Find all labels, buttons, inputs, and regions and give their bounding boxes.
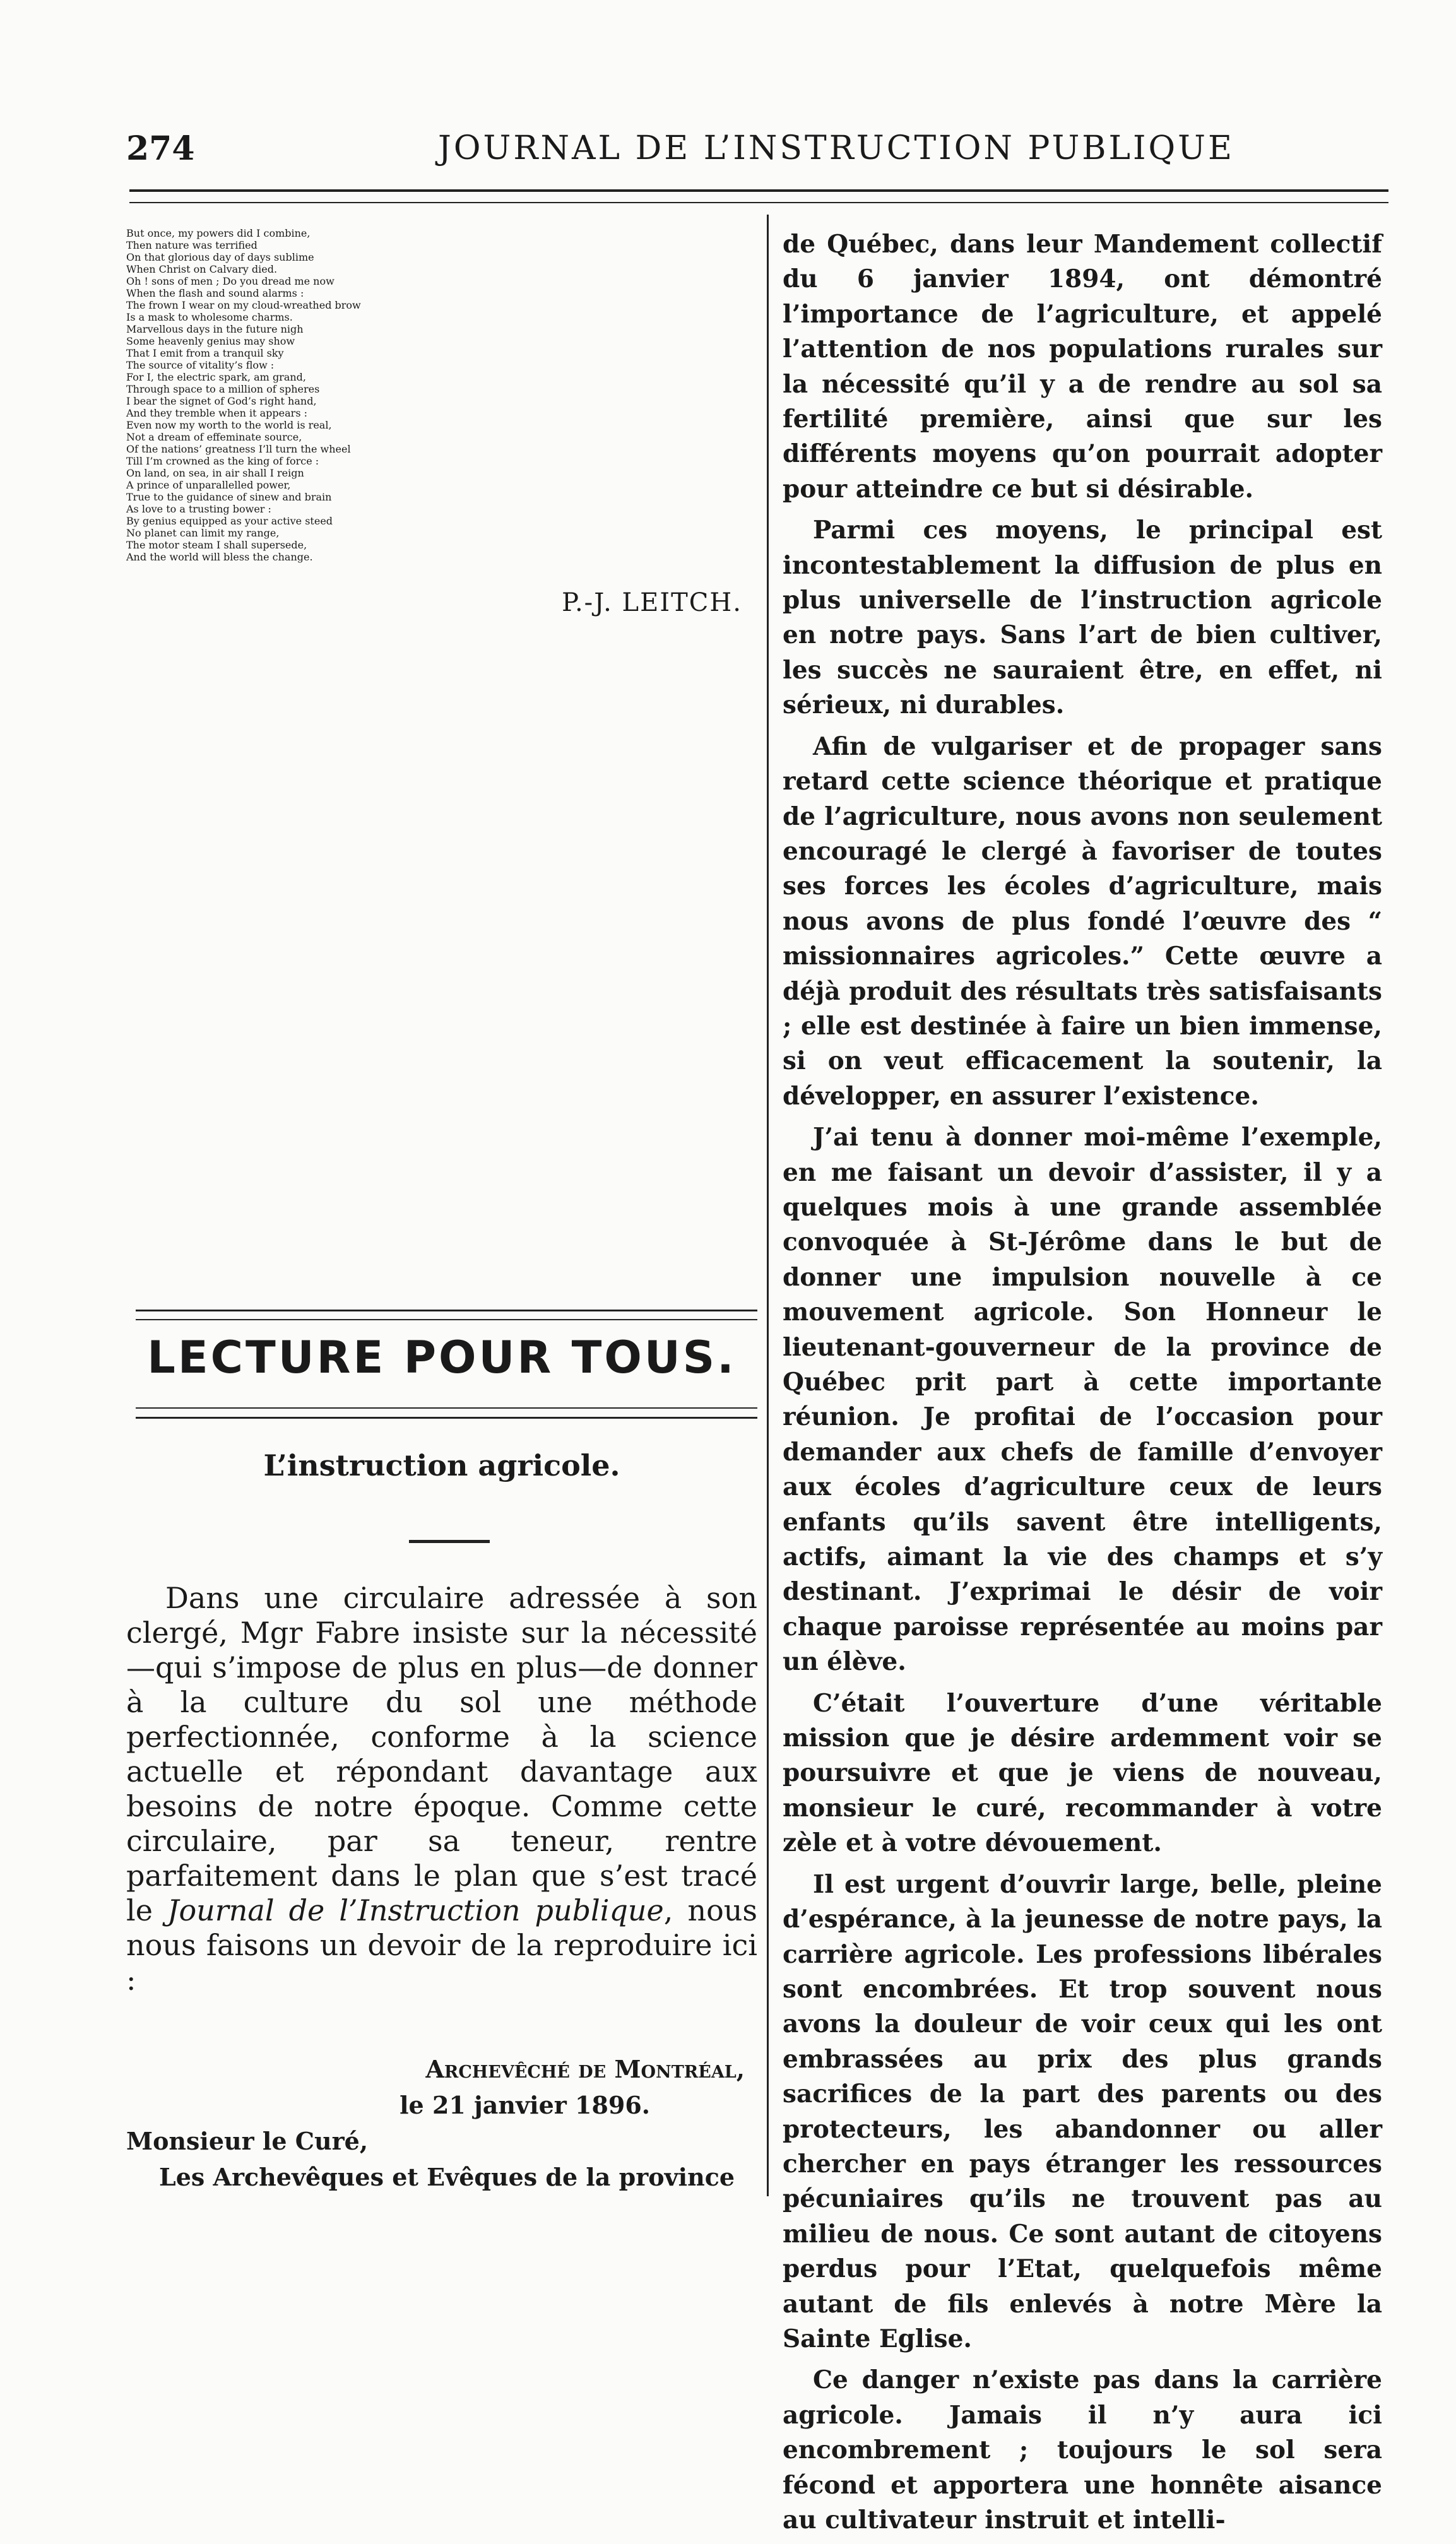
poem-line: Till I’m crowned as the king of force : [126,455,319,467]
poem-line: I bear the signet of God’s right hand, [126,395,317,407]
letter-paragraph: de Québec, dans leur Mandement collectif du 6 janvier 1894, ont démontré l’importance de l’agriculture, et appelé l’attention de nos populations rurales sur la nécessité qu’il y a de rendre au sol sa fertilité première, ainsi que sur les différents moyens qu’on pourrait adopter pour atteindre ce but si désirable. [783,230,1382,504]
poem-line: Not a dream of effeminate source, [126,431,302,443]
poem-line: When the flash and sound alarms : [126,287,304,299]
poem-line: That I emit from a tranquil sky [126,347,284,359]
section-rule-top-2 [136,1319,757,1320]
letter-first-line: Les Archevêques et Evêques de la province [159,2163,735,2191]
poem-signature: P.-J. LEITCH. [562,588,742,617]
poem-line: And they tremble when it appears : [126,407,308,419]
poem-line: Even now my worth to the world is real, [126,419,332,431]
poem-line: On that glorious day of days sublime [126,251,314,263]
poem-line: Oh ! sons of men ; Do you dread me now [126,275,334,287]
column-divider [767,215,769,2196]
poem-line: The frown I wear on my cloud-wreathed brow [126,299,361,311]
poem-line: As love to a trusting bower : [126,503,271,515]
poem-line: The motor steam I shall supersede, [126,539,307,551]
poem-line: Some heavenly genius may show [126,335,295,347]
letter-paragraph: Afin de vulgariser et de propager sans retard cette science théorique et pratique de l’agriculture, nous avons non seulement encouragé le clergé à favoriser de toutes ses forces les écoles d’agriculture, mais nous avons de plus fondé l’œuvre des “ missionnaires agricoles.” Cette œuvre a déjà produit des résultats très satisfaisants ; elle est destinée à faire un bien immense, si on veut efficacement la soutenir, la développer, en assurer l’existence. [783,731,1382,1111]
poem-line: Is a mask to wholesome charms. [126,311,293,323]
article-title: L’instruction agricole. [263,1448,620,1482]
poem-line: When Christ on Calvary died. [126,263,278,275]
section-rule-top-1 [136,1310,757,1311]
page-number: 274 [126,129,195,168]
poem-line: Through space to a million of spheres [126,383,320,395]
poem-line: And the world will bless the change. [126,551,313,563]
poem-line: True to the guidance of sinew and brain [126,491,332,503]
letter-place: Archevêché de Montréal, [425,2055,745,2083]
poem-line: The source of vitality’s flow : [126,359,275,371]
intro-text-1: Dans une circulaire adressée à son clergé, Mgr Fabre insiste sur la nécessité —qui s’impose de plus en plus—de donner à la culture du sol une méthode perfectionnée, conforme à la science actuelle et répondant davantage aux besoins de notre époque. Comme cette circulaire, par sa teneur, rentre parfaitement dans le plan que s’est tracé le [126,1581,757,1927]
letter-paragraph: Parmi ces moyens, le principal est incontestablement la diffusion de plus en plus universelle de l’instruction agricole en notre pays. Sans l’art de bien cultiver, les succès ne sauraient être, en effet, ni sérieux, ni durables. [783,516,1382,720]
poem-line: But once, my powers did I combine, [126,227,311,239]
header-rule-bottom [129,202,1388,203]
letter-date: le 21 janvier 1896. [400,2091,650,2119]
intro-text-2: , nous nous faisons un devoir de la reproduire ici : [126,1893,758,1997]
letter-salutation: Monsieur le Curé, [126,2127,369,2155]
poem-line: Marvellous days in the future nigh [126,323,304,335]
letter-paragraph: J’ai tenu à donner moi-même l’exemple, en me faisant un devoir d’assister, il y a quelques mois à une grande assemblée convoquée à St-Jérôme dans le but de donner une impulsion nouvelle à ce mouvement agricole. Son Honneur le lieutenant-gouverneur de la province de Québec prit part à cette importante réunion. Je profitai de l’occasion pour demander aux chefs de famille d’envoyer aux écoles d’agriculture ceux de leurs enfants qu’ils savent être intelligents, actifs, aimant la vie des champs et s’y destinant. J’exprimai le désir de voir chaque paroisse représentée au moins par un élève. [783,1123,1382,1677]
poem-line: By genius equipped as your active steed [126,515,333,527]
poem-line: Then nature was terrified [126,239,257,251]
intro-paragraph [126,1581,757,1997]
section-title: LECTURE POUR TOUS. [147,1332,737,1383]
poem-line: On land, on sea, in air shall I reign [126,467,304,479]
letter-paragraph: Ce danger n’existe pas dans la carrière agricole. Jamais il n’y aura ici encombrement ; toujours le sol sera fécond et apportera une honnête aisance au cultivateur instruit et intelli- [783,2365,1382,2535]
poem-line: A prince of unparallelled power, [126,479,291,491]
section-rule-bottom-2 [136,1417,757,1419]
letter-body [783,227,1382,2544]
poem-line: Of the nations’ greatness I’ll turn the wheel [126,443,351,455]
poem-line: No planet can limit my range, [126,527,280,539]
poem-line: For I, the electric spark, am grand, [126,371,306,383]
journal-title: Journal de l’Instruction publique [167,1893,664,1927]
running-title: JOURNAL DE L’INSTRUCTION PUBLIQUE [438,129,1234,167]
poem [126,227,757,617]
section-rule-bottom-1 [136,1407,757,1409]
page-header [126,129,1338,180]
header-rule-top [129,189,1388,192]
letter-paragraph: Il est urgent d’ouvrir large, belle, pleine d’espérance, à la jeunesse de notre pays, la carrière agricole. Les professions libérales sont encombrées. Et trop souvent nous avons la douleur de voir ceux qui les ont embrassées au prix des plus grands sacrifices de la part des parents ou des protecteurs, les abandonner ou aller chercher en pays étranger les ressources pécuniaires qu’ils ne trouvent pas au milieu de nous. Ce sont autant de citoyens perdus pour l’Etat, quelquefois même autant de fils enlevés à notre Mère la Sainte Eglise. [783,1869,1382,2353]
letter-heading [126,2051,757,2195]
article-separator [409,1540,490,1543]
letter-paragraph: C’était l’ouverture d’une véritable mission que je désire ardemment voir se poursuivre et que je viens de nouveau, monsieur le curé, recommander à votre zèle et à votre dévouement. [783,1688,1382,1858]
